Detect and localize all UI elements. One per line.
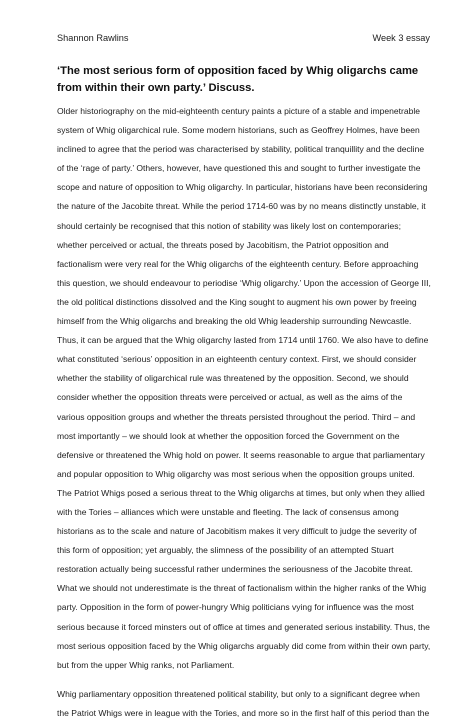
author-name: Shannon Rawlins [57, 33, 129, 43]
essay-paragraph-2: Whig parliamentary opposition threatened political stability, but only to a significant degree when the Patriot Whigs were in league with the Tories, and more so in the first half of this period than the [57, 688, 430, 718]
essay-title: ‘The most serious form of opposition faced by Whig oligarchs came from within their own party.’ Discuss. [57, 65, 419, 94]
essay-week-label: Week 3 essay [372, 33, 430, 43]
essay-paragraph-1: Older historiography on the mid-eighteenth century paints a picture of a stable and impenetrable system of Whig oligarchical rule. Some modern historians, such as Geoffrey Holmes, have been inclined to agree that the period was characterised by stability, political tranquillity and the decline of the ‘rage of party.’ Others, however, have questioned this and sought to further investigate the scope and nature of opposition to Whig oligarchy. In particular, historians have been reconsidering the nature of the Jacobite threat. While the period 1714-60 was by no means distinctly unstable, it should certainly be recognised that this notion of stability was likely lost on contemporaries; whether perceived or actual, the threats posed by Jacobitism, the Patriot opposition and factionalism were very real for the Whig oligarchs of the eighteenth century. Before approaching this question, we should endeavour to periodise ‘Whig oligarchy.’ Upon the accession of George III, the old political distinctions dissolved and the King sought to augment his own power by freeing himself from the Whig oligarchs and breaking the old Whig leadership surrounding Newcastle. Thus, it can be argued that the Whig oligarchy lasted from 1714 until 1760. We also have to define what constituted ‘serious’ opposition in an eighteenth century context. First, we should consider whether the stability of oligarchical rule was threatened by the opposition. Second, we should consider whether the opposition threats were perceived or actual, as well as the aims of the various opposition groups and whether the threats persisted throughout the period. Third – and most importantly – we should look at whether the opposition forced the Government on the defensive or threatened the Whig hold on power. It seems reasonable to argue that parliamentary and popular opposition to Whig oligarchy was most serious when the opposition groups united. The Patriot Whigs posed a serious threat to the Whig oligarchs at times, but only when they allied with the Tories – alliances which were unstable and fleeting. The lack of consensus among historians as to the scale and nature of Jacobitism makes it very difficult to judge the severity of this form of opposition; yet arguably, the slimness of the possibility of an attempted Stuart restoration actually being successful rather undermines the seriousness of the Jacobite threat. What we should not underestimate is the threat of factionalism within the higher ranks of the Whig party. Opposition in the form of power-hungry Whig politicians vying for influence was the most serious because it forced minsters out of office at times and generated serious instability. Thus, the most serious opposition faced by the Whig oligarchs arguably did come from within their own party, but from the upper Whig ranks, not Parliament. [57, 106, 431, 670]
page-header [57, 32, 431, 44]
